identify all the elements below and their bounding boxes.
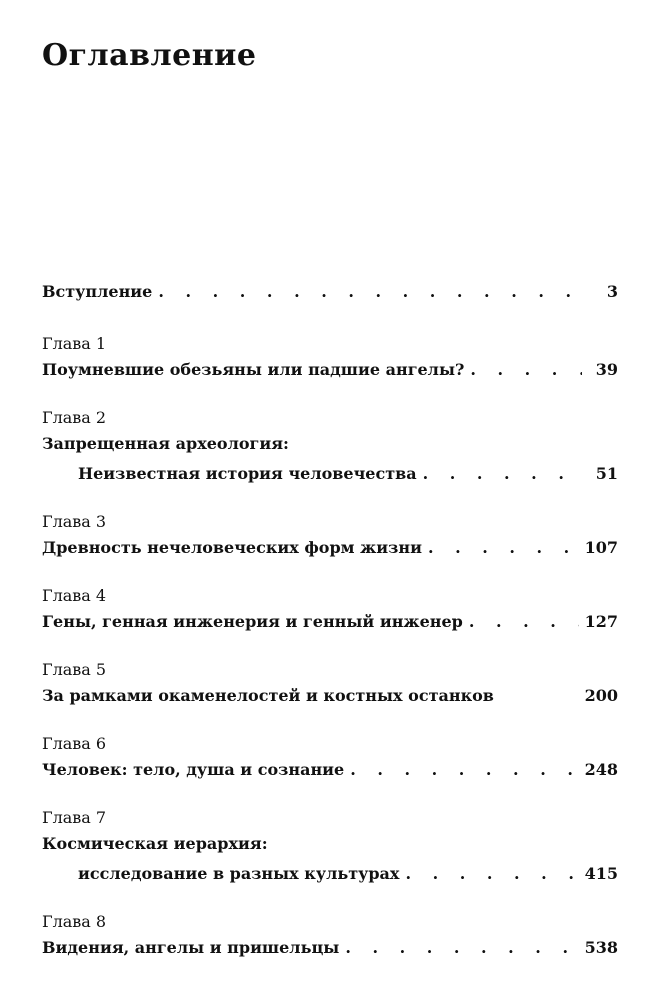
page-number: 538 (584, 938, 618, 957)
chapter-label: Глава 5 (42, 660, 107, 679)
leader-dots (428, 533, 579, 563)
toc-entry-chapter-4[interactable] (42, 585, 618, 637)
page-number: 200 (584, 686, 618, 705)
toc-entry-title: Гены, генная инженерия и генный инженер (42, 612, 463, 631)
page-number: 39 (595, 360, 618, 379)
table-of-contents (42, 277, 618, 963)
toc-entry-title: Видения, ангелы и пришельцы (42, 938, 340, 957)
toc-entry-title: За рамками окаменелостей и костных останков (42, 686, 494, 705)
leader-dots (345, 933, 578, 963)
toc-line (42, 755, 618, 785)
toc-line (42, 829, 618, 859)
toc-entry-title: Человек: тело, душа и сознание (42, 760, 345, 779)
toc-entry-title: Поумневшие обезьяны или падшие ангелы? (42, 360, 465, 379)
leader-dots (423, 459, 582, 489)
page-number: 3 (606, 282, 618, 301)
toc-entry-title: Запрещенная археология: (42, 434, 289, 453)
page-number: 127 (584, 612, 618, 631)
chapter-label: Глава 2 (42, 408, 107, 427)
leader-dots (158, 277, 582, 307)
toc-line-continued (42, 859, 618, 889)
toc-entry-subtitle: исследование в разных культурах (78, 864, 400, 883)
page-number: 248 (584, 760, 618, 779)
chapter-label: Глава 1 (42, 334, 107, 353)
toc-entry-chapter-2[interactable] (42, 407, 618, 489)
toc-entry-chapter-3[interactable] (42, 511, 618, 563)
toc-entry-chapter-6[interactable] (42, 733, 618, 785)
chapter-label: Глава 3 (42, 512, 107, 531)
chapter-label: Глава 6 (42, 734, 107, 753)
leader-dots (469, 607, 579, 637)
toc-line-continued (42, 459, 618, 489)
toc-entry-chapter-8[interactable] (42, 911, 618, 963)
page-number: 107 (584, 538, 618, 557)
toc-entry-chapter-5[interactable] (42, 659, 618, 711)
toc-entry-chapter-7[interactable] (42, 807, 618, 889)
page-number: 51 (595, 464, 618, 483)
chapter-label: Глава 8 (42, 912, 107, 931)
toc-entry-title: Древность нечеловеческих форм жизни (42, 538, 422, 557)
toc-line (42, 933, 618, 963)
chapter-label: Глава 4 (42, 586, 107, 605)
leader-dots (350, 755, 578, 785)
toc-entry-subtitle: Неизвестная история человечества (78, 464, 417, 483)
toc-line (42, 355, 618, 385)
toc-entry-title: Вступление (42, 282, 153, 301)
leader-dots (405, 859, 578, 889)
page-title: Оглавление (42, 38, 257, 73)
chapter-label: Глава 7 (42, 808, 107, 827)
toc-line (42, 429, 618, 459)
toc-entry-title: Космическая иерархия: (42, 834, 268, 853)
toc-entry-introduction[interactable] (42, 277, 618, 307)
page-number: 415 (584, 864, 618, 883)
leader-dots (470, 355, 582, 385)
toc-entry-chapter-1[interactable] (42, 333, 618, 385)
toc-line (42, 681, 618, 711)
toc-line (42, 277, 618, 307)
toc-line (42, 533, 618, 563)
toc-line (42, 607, 618, 637)
